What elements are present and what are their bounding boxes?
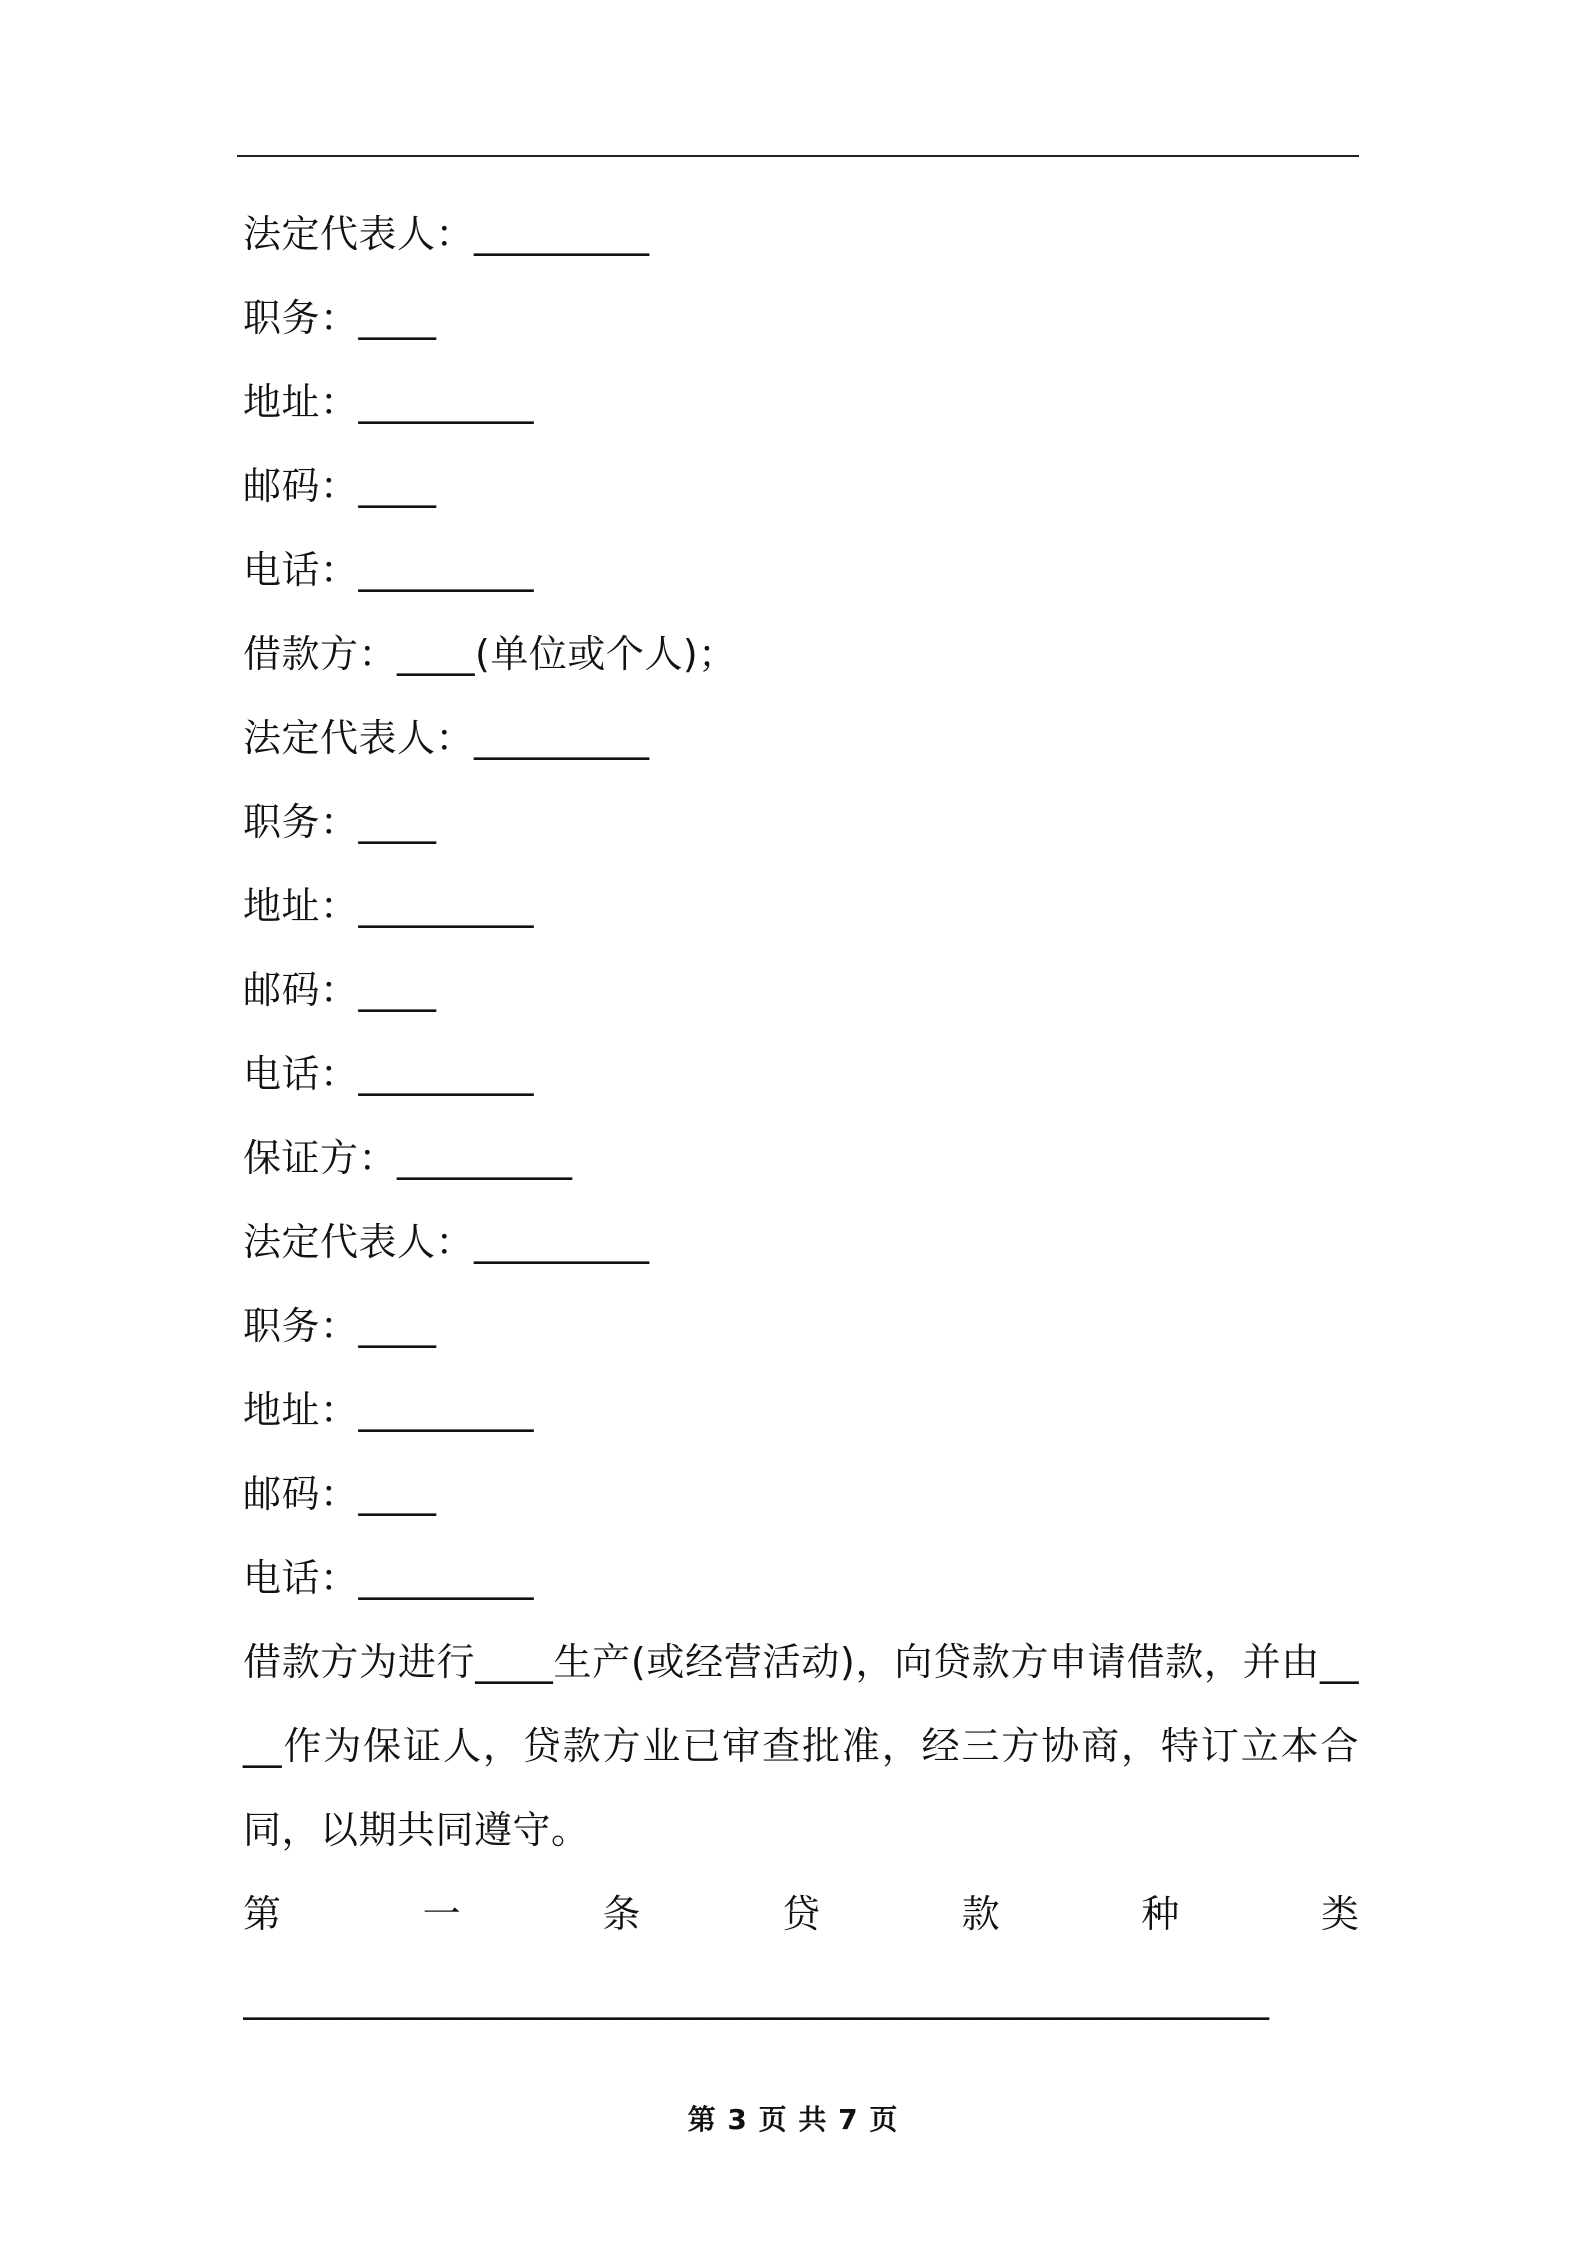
article-heading-char: 类 <box>1320 1892 1359 1936</box>
guarantor-position-line: 职务：____ <box>243 1304 437 1348</box>
document-body <box>243 192 1359 2040</box>
borrower-postcode-line: 邮码：____ <box>243 968 437 1012</box>
borrower-address-line: 地址：_________ <box>243 884 535 928</box>
page-number-footer: 第 3 页 共 7 页 <box>687 2103 899 2136</box>
article-heading-char: 第 <box>243 1892 282 1936</box>
lender-position-line: 职务：____ <box>243 296 437 340</box>
borrower-phone-line: 电话：_________ <box>243 1052 535 1096</box>
guarantor-phone-line: 电话：_________ <box>243 1556 535 1600</box>
lender-phone-line: 电话：_________ <box>243 548 535 592</box>
lender-legal-rep-line: 法定代表人：_________ <box>243 212 650 256</box>
guarantor-legal-rep-line: 法定代表人：_________ <box>243 1220 650 1264</box>
intro-paragraph: 借款方为进行____生产(或经营活动)，向贷款方申请借款，并由____作为保证人，贷款方业已审查批准，经三方协商，特订立本合同，以期共同遵守。 <box>243 1640 1359 1852</box>
article-one-blank: ______________________________________________________ <box>243 1976 1269 2020</box>
guarantor-line: 保证方：_________ <box>243 1136 573 1180</box>
borrower-position-line: 职务：____ <box>243 800 437 844</box>
article-heading-char: 款 <box>961 1892 1000 1936</box>
guarantor-postcode-line: 邮码：____ <box>243 1472 437 1516</box>
article-heading-char: 条 <box>602 1892 641 1936</box>
lender-address-line: 地址：_________ <box>243 380 535 424</box>
article-heading-char: 种 <box>1141 1892 1180 1936</box>
article-heading-char: 贷 <box>781 1892 820 1936</box>
borrower-line: 借款方：____(单位或个人)； <box>243 632 737 676</box>
borrower-legal-rep-line: 法定代表人：_________ <box>243 716 650 760</box>
article-heading-char: 一 <box>422 1892 461 1936</box>
guarantor-address-line: 地址：_________ <box>243 1388 535 1432</box>
lender-postcode-line: 邮码：____ <box>243 464 437 508</box>
article-one-heading <box>243 1872 1359 1956</box>
header-rule <box>237 155 1359 157</box>
